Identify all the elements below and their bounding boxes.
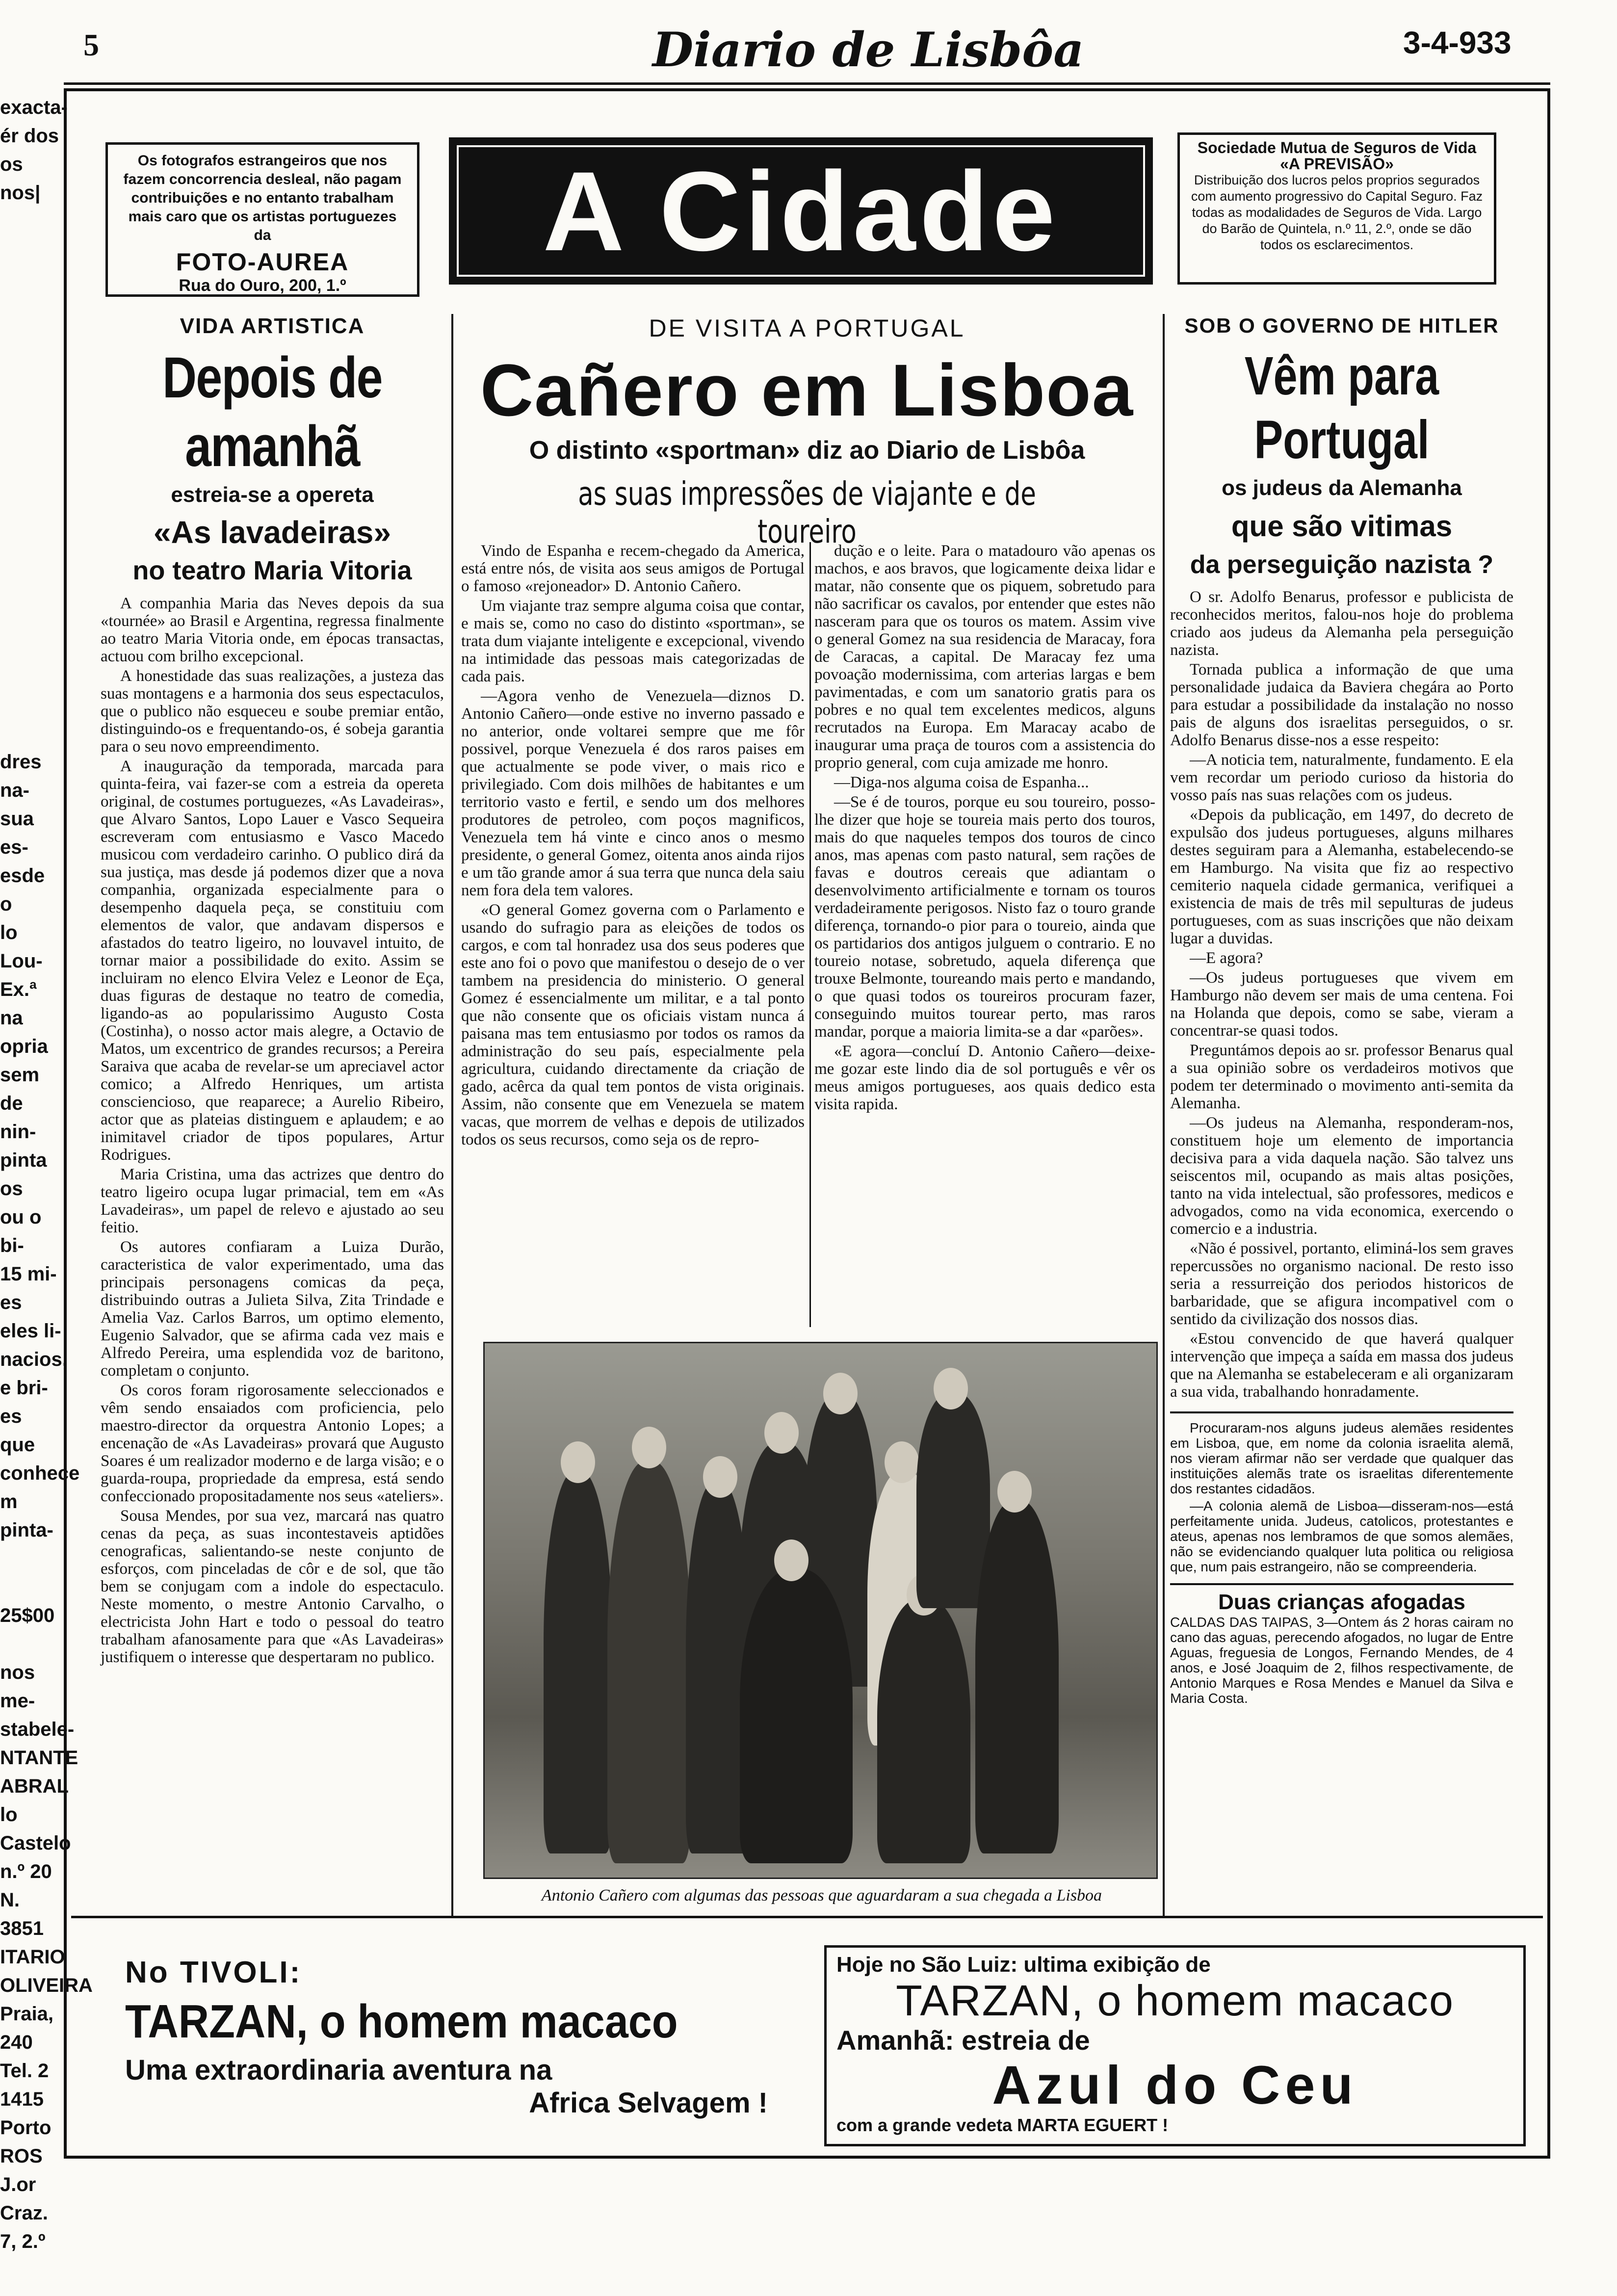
strip-line: ITARIO	[0, 1946, 65, 1968]
article-body	[101, 595, 444, 1666]
strip-line	[0, 1630, 61, 1658]
strip-line	[0, 492, 61, 520]
strip-line	[0, 207, 61, 235]
strip-line: ér dos	[0, 125, 59, 147]
article-deck-2: as suas impressões de viajante e de toureiro	[578, 475, 1036, 550]
ad-previsao-line2: «A PREVISÃO»	[1280, 155, 1394, 173]
adjacent-page-strip	[0, 93, 93, 2252]
strip-line: Porto	[0, 2117, 52, 2139]
strip-line: exacta-	[0, 97, 68, 118]
ad-foto-aurea-name: FOTO-AUREA	[176, 248, 349, 276]
article-canero-col2	[814, 542, 1155, 1115]
article-paragraph: —Os judeus na Alemanha, responderam-nos, constituem hoje um elemento de importancia decisiva para a vida daquela nação. São talvez uns seiscentos mil, ocupando as mais altas posições, tanto na vida intelectual, são professores, medicos e advogados, como na vida economica, exercendo o comercio e a industria.	[1170, 1114, 1513, 1238]
article-sidebar-box	[1170, 1411, 1513, 1585]
article-paragraph: «Estou convencido de que haverá qualquer intervenção que impeça a saída em massa dos judeus que na Alemanha se estabeleceram e ali organizaram a sua vida, trabalhando honradamente.	[1170, 1330, 1513, 1401]
strip-line	[0, 435, 61, 463]
strip-line: 25$00	[0, 1605, 55, 1626]
strip-line	[0, 520, 61, 548]
strip-line: esde o	[0, 865, 45, 915]
article-headline: Depois de amanhã	[162, 345, 382, 479]
article-paragraph: Sousa Mendes, por sua vez, marcará nas quatro cenas da peça, as suas incontestaveis aptidões cenograficas, salientando-se neste conjunto de esforços, com pinceladas de côr e de sol, que tão bem se conjugam com a indole do espectaculo. Neste momento, o mestre Antonio Carvalho, o electricista John Hart e todo o pessoal do teatro trabalham afanosamente para que «As Lavadeiras» justifiquem o interesse que despertaram no publico.	[101, 1507, 444, 1666]
ad-tivoli-line2: TARZAN, o homem macaco	[125, 1995, 678, 2048]
strip-line: es que	[0, 1406, 35, 1456]
article-paragraph: Os coros foram rigorosamente seleccionados e vêm sendo ensaiados com proficiencia, pelo maestro-director da orquestra Antonio Lopes; a encenação de «As Lavadeiras» provará que Augusto Soares é um realizador moderno e de larga visão; e o guarda-roupa, propriedade da empresa, está sendo confeccionado propositadamente nos seus «ateliers».	[101, 1382, 444, 1505]
strip-line: NTANTE	[0, 1747, 78, 1769]
strip-line: ABRAL	[0, 1775, 69, 1797]
article-paragraph: Preguntámos depois ao sr. professor Benarus qual a sua opinião sobre os verdadeiros motivos que podem ter determinado o movimento anti-semita da Alemanha.	[1170, 1042, 1513, 1112]
strip-line: m pinta-	[0, 1491, 53, 1541]
strip-line	[0, 378, 61, 406]
strip-line: es eles li-	[0, 1292, 61, 1342]
strip-line	[0, 235, 61, 264]
strip-line: dres na-	[0, 751, 42, 801]
strip-line	[0, 349, 61, 378]
strip-line: nacios,	[0, 1349, 68, 1370]
photo-caption: Antonio Cañero com algumas das pessoas que aguardaram a sua chegada a Lisboa	[541, 1886, 1102, 1905]
strip-line	[0, 292, 61, 321]
ad-sao-luiz-line5: com a grande vedeta MARTA EGUERT !	[836, 2115, 1169, 2135]
article-paragraph: —A noticia tem, naturalmente, fundamento. E ela vem recordar um periodo curioso da historia do vosso país nas suas relações com os judeus.	[1170, 751, 1513, 804]
article-headline: Vêm para Portugal	[1244, 346, 1439, 470]
article-paragraph: «Depois da publicação, em 1497, do decreto de expulsão dos judeus portugueses, alguns milhares destes seguiram para a Alemanha, estabelecendo-se em Hamburgo. Na visita que fiz ao respectivo cemiterio naquela cidade germanica, verifiquei a existencia de mais de três mil sepulturas de judeus portugueses, com as suas inscrições que não deixam lugar a duvidas.	[1170, 806, 1513, 947]
strip-line: conhece	[0, 1462, 80, 1484]
strip-line: nos me-	[0, 1662, 35, 1712]
strip-line: Craz. 7, 2.º	[0, 2202, 48, 2252]
strip-line: n.º 20	[0, 1861, 52, 1882]
ad-tivoli-line1: No TIVOLI:	[125, 1956, 302, 1989]
strip-line: lo Castelo	[0, 1804, 71, 1854]
article-paragraph: —Se é de touros, porque eu sou toureiro, posso-lhe dizer que hoje se toureia mais perto dos touros, mais do que naqueles tempos dos touros de cinco anos, mas apenas com pasto natural, sem rações de favas e doutros cereais que adiantam o desenvolvimento artificialmente e tornam os touros verdadeiramente perigosos. Nisto faz o touro grande diferença, tornando-o pior para o toureio, ainda que os partidarios dos antigos julguem o contrario. E no toureio notase, sobretudo, aquela diferença que trouxe Belmonte, toureando mais perto e mandando, o que quasi todos os toureiros procuram fazer, conseguindo muitos tourear perto, mas raros mandar, porque a maioria limita-se a dar «parões».	[814, 793, 1155, 1041]
ad-previsao-line1: Sociedade Mutua de Seguros de Vida	[1197, 139, 1477, 157]
ad-sao-luiz-line4: Azul do Ceu	[992, 2055, 1358, 2115]
ad-previsao	[1177, 132, 1496, 285]
strip-line: os nos|	[0, 154, 41, 204]
ad-tivoli-line4: Africa Selvagem !	[529, 2087, 768, 2119]
article-paragraph: A companhia Maria das Neves depois da sua «tournée» ao Brasil e Argentina, regressa finalmente ao teatro Maria Vitoria onde, em épocas transactas, actuou com brilho excepcional.	[101, 595, 444, 665]
article-deck-2: «As lavadeiras»	[154, 515, 391, 550]
strip-line	[0, 1573, 61, 1601]
article-deck-1: os judeus da Alemanha	[1222, 476, 1462, 500]
article-kicker: SOB O GOVERNO DE HITLER	[1184, 314, 1499, 337]
strip-line: Ex.ª na	[0, 979, 37, 1029]
article-body	[1170, 588, 1513, 1401]
strip-line	[0, 605, 61, 634]
article-paragraph: A honestidade das suas realizações, a justeza das suas montagens e a harmonia dos seus espectaculos, que o publico não esqueceu e soube premiar então, distinguindo-os e frequentando-os, é sobeja garantia para o seu novo empreendimento.	[101, 667, 444, 756]
news-drowning-text: CALDAS DAS TAIPAS, 3—Ontem ás 2 horas cairam no cano das aguas, perecendo afogados, no lugar de Entre Aguas, freguesia de Longos, Fernando Mendes, de 4 anos, e José Joaquim de 2, filhos respectivamente, de Antonio Marques e Rosa Mendes e Manuel da Silva e Maria Costa.	[1170, 1615, 1513, 1706]
ad-sao-luiz-line3: Amanhã: estreia de	[836, 2025, 1090, 2056]
column-rule-left	[451, 314, 453, 1916]
strip-line: ROS J.or	[0, 2145, 43, 2195]
article-vida-artistica	[101, 314, 444, 1668]
strip-line: de nin-	[0, 1093, 36, 1143]
ad-sao-luiz-line2: TARZAN, o homem macaco	[896, 1976, 1454, 2025]
article-deck-3: da perseguição nazista ?	[1190, 550, 1494, 579]
bottom-rule	[71, 1916, 1543, 1918]
article-paragraph: dução e o leite. Para o matadouro vão apenas os machos, e aos bravos, que logicamente deixa lidar e matar, não consente que os piquem, sobretudo para não sacrificar os cavalos, por entender que estes não nasceram para que os touros os matem. Assim vive o general Gomez na sua residencia de Maracay, fora de Caracas, a capital. De Maracay fez uma povoação modernissima, com arterias largas e bem pavimentadas, e com um sanatorio gratis para os pobres e no qual tem excelentes medicos, alguns recrutados na Europa. Em Maracay acabo de inaugurar uma praça de touros com a assistencia do proprio general, com cuja amizade me honro.	[814, 542, 1155, 772]
article-kicker: DE VISITA A PORTUGAL	[649, 314, 965, 342]
article-deck-2: que são vitimas	[1231, 510, 1453, 543]
strip-line	[0, 577, 61, 605]
article-canero-col1	[461, 542, 805, 1150]
article-paragraph: Tornada publica a informação de que uma personalidade judaica da Baviera chegára ao Porto para estudar a possibilidade da instalação no nosso pais de alguns dos israelitas perseguidos, o sr. Adolfo Benarus disse-nos a esse respeito:	[1170, 661, 1513, 749]
strip-line: pinta os	[0, 1149, 47, 1200]
ad-foto-aurea-address: Rua do Ouro, 200, 1.º	[179, 276, 346, 295]
strip-line: stabele-	[0, 1719, 75, 1740]
ad-tivoli	[71, 1945, 822, 2146]
header-rule	[64, 82, 1550, 85]
article-paragraph: —Os judeus portugueses que vivem em Hamburgo não devem ser mais de uma centena. Foi na Holanda que depois, como se sabe, vieram a concentrar-se quasi todos.	[1170, 969, 1513, 1040]
sidebar-paragraph: Procuraram-nos alguns judeus alemães residentes em Lisboa, que, em nome da colonia israelita alemã, nos vieram afirmar não ser verdade que qualquer das instituições alemãs trate os israelitas diferentemente dos restantes cidadãos.	[1170, 1420, 1513, 1496]
article-paragraph: Os autores confiaram a Luiza Durão, caracteristica de valor experimentado, uma das principais personagens comicas da peça, distribuindo outras a Julieta Silva, Zita Trindade e Amelia Vaz. Carlos Barros, um optimo elemento, Eugenio Salvador, que se afirma cada vez mais e Alfredo Pereira, uma esplendida voz de baritono, completam o conjunto.	[101, 1238, 444, 1380]
strip-line	[0, 1544, 61, 1573]
strip-line	[0, 264, 61, 292]
strip-line: sua es-	[0, 808, 34, 858]
strip-line	[0, 463, 61, 492]
article-paragraph: —Diga-nos alguma coisa de Espanha...	[834, 774, 1089, 791]
article-paragraph: —Agora venho de Venezuela—diznos D. Antonio Cañero—onde estive no inverno passado e no anterior, onde voltarei sempre que me fôr possivel, porque Venezuela é dos raros paises em que actualmente se pode viver, o mais rico e privilegiado. Com dois milhões de habitantes e um territorio vasto e fertil, e sendo um dos melhores produtores de petroleo, com poços magnificos, Venezuela tem há vinte e cinco anos o mesmo presidente, o general Gomez, oitenta anos ainda rijos e um tão grande amor á sua terra que nunca dela saiu nem fora dela tem valores.	[461, 687, 805, 899]
column-rule-center	[809, 542, 811, 1327]
article-paragraph: «Não é possivel, portanto, eliminá-los sem graves repercussões no organismo nacional. De resto isso seria a ressurreição dos periodos historicos de barbaridade, que se afigura incompativel com o sentido da civilização dos nossos dias.	[1170, 1240, 1513, 1328]
newspaper-masthead: Diario de Lisbôa	[652, 22, 1084, 78]
news-drowning	[1170, 1590, 1513, 1706]
group-photo	[483, 1342, 1158, 1879]
strip-line: lo Lou-	[0, 922, 43, 972]
article-deck-3: no teatro Maria Vitoria	[132, 556, 412, 585]
article-paragraph: «O general Gomez governa com o Parlamento e usando do sufragio para as eleições de todos os cargos, e com tal honradez usa dos seus poderes que este ano foi o povo que manifestou o desejo de o ver tambem na presidencia do ministerio. O general Gomez é essencialmente um militar, e a tal ponto que não consente que os oficiais vistam nunca á paisana mas tem entusiasmo por todos os ramos da administração do seu país, especialmente pela agricultura, cuidando directamente da criação de gado, acêrca da qual tem pontos de vista originais. Assim, não consente que em Venezuela se matem vacas, que morrem de velhas e depois de utilizados todos os seus recursos, como seja os de repro-	[461, 901, 805, 1148]
article-headline: Cañero em Lisboa	[480, 349, 1134, 431]
strip-line	[0, 691, 61, 719]
strip-line	[0, 321, 61, 349]
strip-line: Tel. 2 1415	[0, 2060, 49, 2110]
article-paragraph: Maria Cristina, uma das actrizes que dentro do teatro ligeiro ocupa lugar primacial, tem em «As Lavadeiras», um papel de relevo e ajustado ao seu feitio.	[101, 1166, 444, 1236]
strip-line: 15 mi-	[0, 1263, 57, 1285]
strip-line: N. 3851	[0, 1889, 44, 1939]
news-drowning-headline: Duas crianças afogadas	[1218, 1590, 1465, 1614]
column-rule-right	[1163, 314, 1165, 1916]
section-title: A Cidade	[449, 137, 1153, 285]
article-paragraph: Vindo de Espanha e recem-chegado da America, está entre nós, de visita aos seus amigos de Portugal o famoso «rejoneador» D. Antonio Cañero.	[461, 542, 805, 595]
strip-line: ou o bi-	[0, 1206, 42, 1256]
strip-line	[0, 548, 61, 577]
article-paragraph: A inauguração da temporada, marcada para quinta-feira, vai fazer-se com a estreia da opereta original, de costumes portuguezes, «As Lavadeiras», que Alvaro Santos, Lopo Lauer e Vasco Sequeira escreveram com entusiasmo e Vasco Macedo musicou com verdadeiro carinho. O publico dirá da sua justiça, mas desde já podemos dizer que a nova companhia, organizada especialmente para o desempenho daquela peça, se constituiu com elementos de valor, que andavam dispersos e afastados do teatro ligeiro, no louvavel intuito, de tornar maior a possibilidade do exito. Assim se incluiram no elenco Elvira Velez e Leonor de Eça, duas figuras de destaque no teatro de comedia, ligando-as ao popularissimo Augusto Costa (Costinha), o nosso actor mais alegre, a Octavio de Matos, um excentrico de grandes recursos; a Pereira Saraiva que acaba de revelar-se um apreciavel actor comico; a Alfredo Henriques, um artista conscienciosо, que reaparece; a Aurelio Ribeiro, actor que as plateias distinguem e aplaudem; e ao inimitavel criador de tipos populares, Artur Rodrigues.	[101, 757, 444, 1164]
article-paragraph: —E agora?	[1190, 949, 1263, 967]
ad-foto-aurea-text: Os fotografos estrangeiros que nos fazem concorrencia desleal, não pagam contribuições e no entanto trabalham mais caro que os artistas portuguezes da	[123, 153, 402, 243]
article-deck-1: O distinto «sportman» diz ao Diario de Lisbôa	[529, 436, 1085, 465]
article-paragraph: O sr. Adolfo Benarus, professor e publicista de reconhecidos meritos, falou-nos hoje do problema criado aos judeus da Alemanha pela perseguição nazista.	[1170, 588, 1513, 659]
page-number: 5	[83, 27, 99, 62]
strip-line: opria	[0, 1036, 48, 1057]
ad-foto-aurea	[105, 142, 419, 297]
issue-date: 3-4-933	[1403, 25, 1512, 60]
article-paragraph: Um viajante traz sempre alguma coisa que contar, e mais se, como no caso do distinto «sportman», se trata dum viajante inteligente e excepcional, vivendo na intimidade das pessoas mais categorizadas de cada pais.	[461, 597, 805, 685]
strip-line: sem	[0, 1064, 40, 1086]
strip-line	[0, 406, 61, 435]
ad-sao-luiz	[824, 1945, 1526, 2146]
sidebar-paragraph: —A colonia alemã de Lisboa—disseram-nos—está perfeitamente unida. Judeus, catolicos, protestantes e ateus, apenas nos lembramos de que somos alemães, não se evidenciando qualquer luta politica ou religiosa que, num pais estrangeiro, não se compreenderia.	[1170, 1498, 1513, 1574]
strip-line: OLIVEIRA	[0, 1975, 93, 1996]
article-hitler	[1170, 314, 1513, 1706]
strip-line: e bri-	[0, 1377, 48, 1399]
strip-line	[0, 719, 61, 748]
strip-line: Praia, 240	[0, 2003, 53, 2053]
strip-line	[0, 662, 61, 691]
strip-line	[0, 634, 61, 662]
ad-tivoli-line3: Uma extraordinaria aventura na	[125, 2054, 552, 2086]
ad-previsao-body: Distribuição dos lucros pelos proprios segurados com aumento progressivo do Capital Seguro. Faz todas as modalidades de Seguros de Vida. Largo do Barão de Quintela, n.º 11, 2.º, onde se dão todos os esclarecimentos.	[1191, 173, 1483, 252]
article-deck-1: estreia-se a opereta	[171, 483, 374, 507]
article-kicker: VIDA ARTISTICA	[180, 314, 365, 338]
ad-sao-luiz-line1: Hoje no São Luiz: ultima exibição de	[836, 1953, 1211, 1977]
article-canero	[459, 314, 1155, 550]
article-paragraph: «E agora—concluí D. Antonio Cañero—deixe-me gozar este lindo dia de sol português e vêr os meus amigos portugueses, aos quais dedico esta visita rapida.	[814, 1043, 1155, 1113]
